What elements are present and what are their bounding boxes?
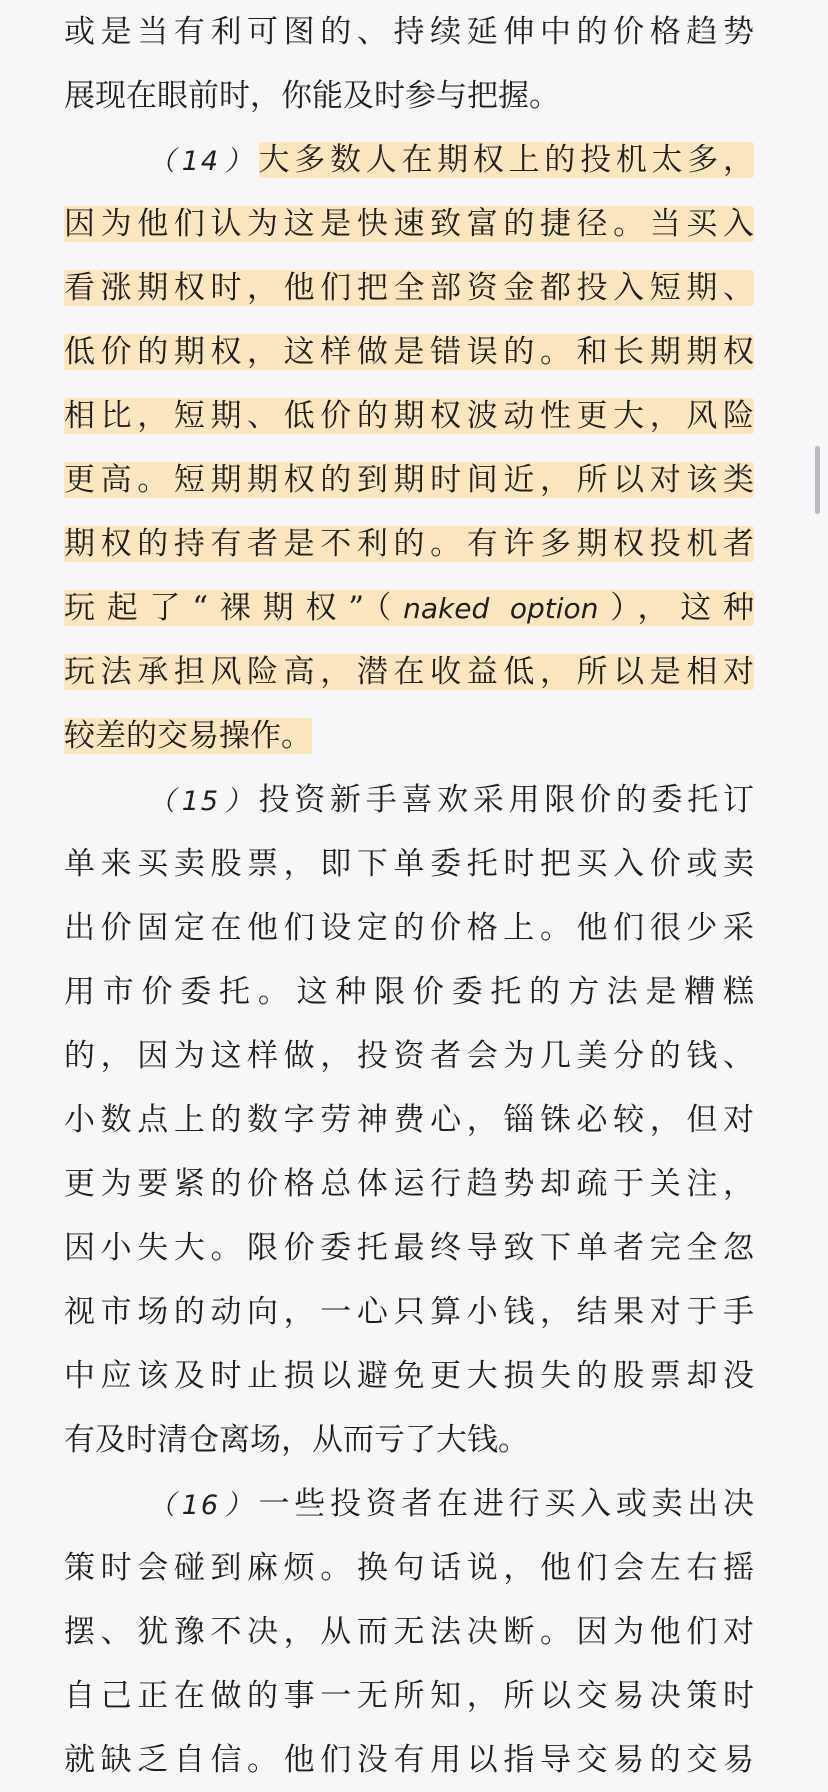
text-line: 视市场的动向，一心只算小钱，结果对于手: [64, 1294, 754, 1330]
text-line: 展现在眼前时，你能及时参与把握。: [64, 78, 560, 114]
text-line: 或是当有利可图的、持续延伸中的价格趋势: [64, 14, 754, 50]
paragraph-16-first-line: （16）一些投资者在进行买入或卖出决: [148, 1486, 755, 1522]
paragraph-number: （14）: [148, 146, 259, 177]
paragraph-15-first-line: （15）投资新手喜欢采用限价的委托订: [148, 782, 755, 818]
text-line: 中应该及时止损以避免更大损失的股票却没: [64, 1358, 754, 1394]
text-line: 用市价委托。这种限价委托的方法是糟糕: [64, 974, 754, 1010]
text-line: 的，因为这样做，投资者会为几美分的钱、: [64, 1038, 754, 1074]
highlighted-line[interactable]: 更高。短期期权的到期时间近，所以对该类: [64, 462, 754, 498]
latin-term: naked option: [403, 592, 599, 625]
paragraph-number: （15）: [148, 786, 259, 817]
text-line: 单来买卖股票，即下单委托时把买入价或卖: [64, 846, 754, 882]
text-line: 策时会碰到麻烦。换句话说，他们会左右摇: [64, 1550, 754, 1586]
paragraph-14-first-line: [148, 136, 754, 184]
text-line: 因小失大。限价委托最终导致下单者完全忽: [64, 1230, 754, 1266]
paragraph-number: （16）: [148, 1490, 259, 1521]
text-line: 有及时清仓离场，从而亏了大钱。: [64, 1422, 529, 1458]
text-line: 就缺乏自信。他们没有用以指导交易的交易: [64, 1742, 754, 1778]
text-line: 出价固定在他们设定的价格上。他们很少采: [64, 910, 754, 946]
highlighted-line[interactable]: 较差的交易操作。: [64, 718, 312, 754]
scrollbar-thumb[interactable]: [815, 446, 820, 514]
text-line: 更为要紧的价格总体运行趋势却疏于关注，: [64, 1166, 754, 1202]
text-line: 自己正在做的事一无所知，所以交易决策时: [64, 1678, 754, 1714]
highlighted-line[interactable]: 看涨期权时，他们把全部资金都投入短期、: [64, 270, 754, 306]
highlighted-line[interactable]: 玩法承担风险高，潜在收益低，所以是相对: [64, 654, 754, 690]
text-line: 摆、犹豫不决，从而无法决断。因为他们对: [64, 1614, 754, 1650]
highlighted-line[interactable]: 玩起了“裸期权”（naked option），这种: [64, 590, 755, 626]
highlighted-line[interactable]: 低价的期权，这样做是错误的。和长期期权: [64, 334, 754, 370]
highlighted-line[interactable]: 相比，短期、低价的期权波动性更大，风险: [64, 398, 754, 434]
highlighted-line[interactable]: 因为他们认为这是快速致富的捷径。当买入: [64, 206, 754, 242]
highlighted-line[interactable]: 期权的持有者是不利的。有许多期权投机者: [64, 526, 754, 562]
highlighted-text[interactable]: 大多数人在期权上的投机太多，: [258, 142, 755, 178]
text-line: 小数点上的数字劳神费心，锱铢必较，但对: [64, 1102, 754, 1138]
